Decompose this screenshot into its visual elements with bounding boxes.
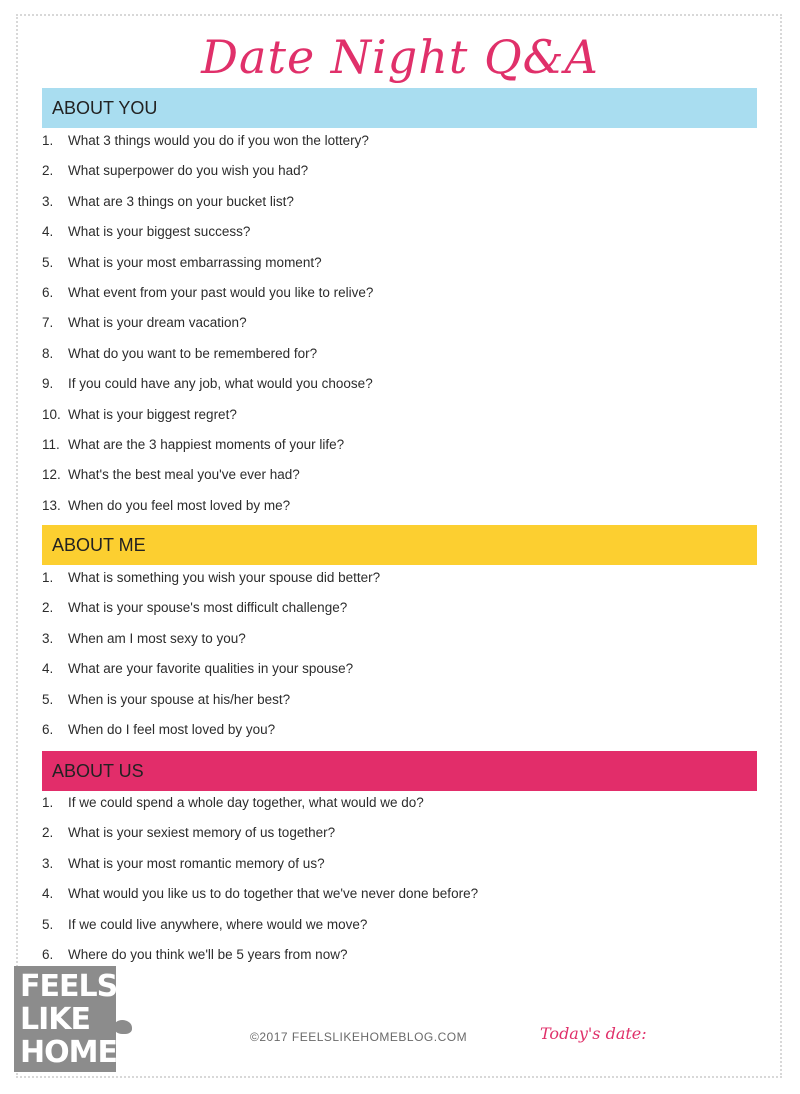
question-text: What are your favorite qualities in your spouse? <box>68 661 354 677</box>
question-text: What are 3 things on your bucket list? <box>68 193 294 209</box>
list-item <box>42 849 757 879</box>
item-number: 1. <box>42 133 54 148</box>
list-item <box>42 217 757 247</box>
section-header-about-us: ABOUT US <box>42 751 757 791</box>
section-header-about-me: ABOUT ME <box>42 525 757 565</box>
question-text: What 3 things would you do if you won the lottery? <box>68 133 369 148</box>
list-item <box>42 430 757 460</box>
list-item <box>42 369 757 399</box>
list-item <box>42 248 757 278</box>
question-text: What event from your past would you like to relive? <box>68 284 374 300</box>
question-text: What is your biggest success? <box>68 224 251 240</box>
list-item <box>42 593 757 623</box>
question-text: What is your most embarrassing moment? <box>68 254 322 270</box>
list-item <box>42 940 757 970</box>
question-list-about-us <box>42 788 757 970</box>
question-text: When do you feel most loved by me? <box>68 497 291 513</box>
question-text: What's the best meal you've ever had? <box>68 467 300 483</box>
item-number: 4. <box>42 224 54 240</box>
question-text: What is your most romantic memory of us? <box>68 855 325 871</box>
question-list-about-me <box>42 563 757 745</box>
item-number: 2. <box>42 163 54 179</box>
list-item <box>42 624 757 654</box>
list-item <box>42 715 757 745</box>
footer-copyright: ©2017 FEELSLIKEHOMEBLOG.COM <box>250 1030 468 1044</box>
list-item <box>42 788 757 818</box>
item-number: 5. <box>42 916 54 932</box>
item-number: 6. <box>42 946 54 962</box>
question-text: When am I most sexy to you? <box>68 630 246 646</box>
list-item <box>42 156 757 186</box>
item-number: 6. <box>42 284 54 300</box>
item-number: 7. <box>42 315 54 331</box>
list-item <box>42 308 757 338</box>
question-text: If we could live anywhere, where would we move? <box>68 916 368 932</box>
item-number: 13. <box>42 497 61 513</box>
logo-word: LIKE <box>20 1002 91 1037</box>
list-item <box>42 126 757 156</box>
bird-icon <box>114 1020 132 1034</box>
item-number: 4. <box>42 661 54 677</box>
item-number: 1. <box>42 795 54 810</box>
question-text: What is your dream vacation? <box>68 315 247 331</box>
item-number: 3. <box>42 630 54 646</box>
question-text: What superpower do you wish you had? <box>68 163 309 179</box>
item-number: 8. <box>42 345 54 361</box>
question-text: What are the 3 happiest moments of your life? <box>68 436 345 452</box>
list-item <box>42 910 757 940</box>
question-text: What is your sexiest memory of us together? <box>68 825 336 841</box>
item-number: 2. <box>42 825 54 841</box>
question-text: What is something you wish your spouse did better? <box>68 570 381 585</box>
item-number: 3. <box>42 855 54 871</box>
page-title: Date Night Q&A <box>201 30 599 84</box>
question-text: When is your spouse at his/her best? <box>68 691 291 707</box>
list-item <box>42 818 757 848</box>
question-text: When do I feel most loved by you? <box>68 721 276 737</box>
item-number: 9. <box>42 376 54 392</box>
logo-word: HOME <box>20 1035 117 1070</box>
todays-date-label: Today's date: <box>540 1024 647 1043</box>
question-text: If we could spend a whole day together, what would we do? <box>68 795 424 810</box>
item-number: 4. <box>42 886 54 902</box>
list-item <box>42 491 757 521</box>
list-item <box>42 187 757 217</box>
item-number: 5. <box>42 254 54 270</box>
question-text: What would you like us to do together that we've never done before? <box>68 886 479 902</box>
item-number: 6. <box>42 721 54 737</box>
list-item <box>42 563 757 593</box>
item-number: 5. <box>42 691 54 707</box>
list-item <box>42 339 757 369</box>
item-number: 2. <box>42 600 54 616</box>
item-number: 1. <box>42 570 54 585</box>
logo-word: FEELS <box>20 969 118 1004</box>
item-number: 12. <box>42 467 61 483</box>
item-number: 3. <box>42 193 54 209</box>
brand-logo <box>14 966 116 1072</box>
item-number: 10. <box>42 406 61 422</box>
list-item <box>42 278 757 308</box>
question-text: What is your spouse's most difficult challenge? <box>68 600 348 616</box>
question-text: If you could have any job, what would you choose? <box>68 376 373 392</box>
list-item <box>42 460 757 490</box>
item-number: 11. <box>42 436 60 452</box>
question-text: What is your biggest regret? <box>68 406 237 422</box>
section-header-about-you: ABOUT YOU <box>42 88 757 128</box>
list-item <box>42 879 757 909</box>
question-text: What do you want to be remembered for? <box>68 345 318 361</box>
question-list-about-you <box>42 126 757 521</box>
list-item <box>42 685 757 715</box>
list-item <box>42 654 757 684</box>
list-item <box>42 400 757 430</box>
question-text: Where do you think we'll be 5 years from now? <box>68 946 348 962</box>
